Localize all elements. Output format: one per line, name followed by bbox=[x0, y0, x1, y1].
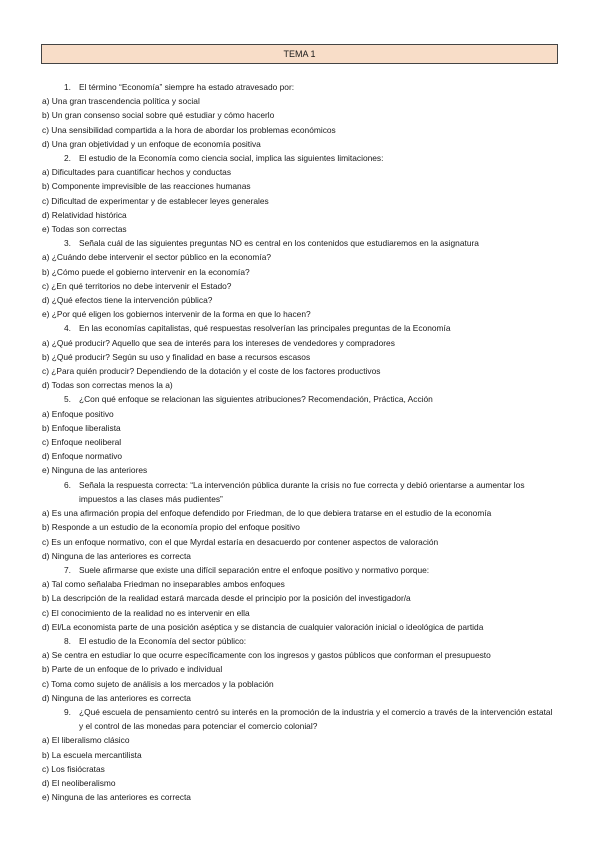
question-list bbox=[42, 80, 558, 804]
answer-option: d) El neoliberalismo bbox=[42, 777, 116, 788]
question-text: Suele afirmarse que existe una difícil separación entre el enfoque positivo y normativo porque: bbox=[79, 564, 430, 575]
answer-option: c) Una sensibilidad compartida a la hora de abordar los problemas económicos bbox=[42, 124, 336, 135]
answer-option: b) La descripción de la realidad estará marcada desde el principio por la posición del investigador/a bbox=[42, 593, 411, 604]
answer-option: a) Enfoque positivo bbox=[42, 408, 114, 419]
answer-option: d) Ninguna de las anteriores es correcta bbox=[42, 550, 191, 561]
question-line bbox=[42, 705, 558, 733]
question-number: 5. bbox=[64, 394, 71, 405]
question-block bbox=[42, 478, 558, 563]
answer-option: e) Ninguna de las anteriores bbox=[42, 465, 148, 476]
answer-option: c) Los fisiócratas bbox=[42, 763, 105, 774]
answer-option: a) Es una afirmación propia del enfoque defendido por Friedman, de lo que debiera tratarse en el estudio de la economía bbox=[42, 508, 492, 519]
answer-option: a) Una gran trascendencia política y social bbox=[42, 96, 200, 107]
answer-option: a) ¿Cuándo debe intervenir el sector público en la economía? bbox=[42, 252, 272, 263]
answer-option: d) El/La economista parte de una posición aséptica y se distancia de cualquier valoración inicial o ideológica de partida bbox=[42, 621, 484, 632]
answer-option: b) ¿Qué producir? Según su uso y finalidad en base a recursos escasos bbox=[42, 351, 311, 362]
question-number: 7. bbox=[64, 564, 71, 575]
question-line bbox=[42, 392, 558, 406]
answer-option: b) Enfoque liberalista bbox=[42, 422, 121, 433]
answer-option: a) Dificultades para cuantificar hechos y conductas bbox=[42, 167, 232, 178]
question-block bbox=[42, 563, 558, 634]
answer-option: d) Enfoque normativo bbox=[42, 451, 123, 462]
question-number: 8. bbox=[64, 635, 71, 646]
question-text: El término “Economía” siempre ha estado atravesado por: bbox=[79, 82, 295, 92]
page-title: TEMA 1 bbox=[283, 49, 316, 59]
question-block bbox=[42, 80, 558, 151]
answer-option: d) Relatividad histórica bbox=[42, 209, 127, 220]
answer-option: d) ¿Qué efectos tiene la intervención pública? bbox=[42, 295, 213, 306]
question-text: Señala la respuesta correcta: “La intervención pública durante la crisis no fue correcta y debió orientarse a aumentar los impuestos a las clases más pudientes” bbox=[79, 479, 525, 504]
answer-option: b) La escuela mercantilista bbox=[42, 749, 142, 760]
answer-option: e) ¿Por qué eligen los gobiernos intervenir de la forma en que lo hacen? bbox=[42, 309, 311, 320]
question-text: Señala cuál de las siguientes preguntas NO es central en los contenidos que estudiaremos en la asignatura bbox=[79, 238, 479, 249]
question-line bbox=[42, 478, 558, 506]
answer-option: d) Ninguna de las anteriores es correcta bbox=[42, 692, 191, 703]
question-block bbox=[42, 634, 558, 705]
question-text: En las economías capitalistas, qué respuestas resolverían las principales preguntas de la Economía bbox=[79, 323, 451, 334]
answer-option: c) Enfoque neoliberal bbox=[42, 437, 122, 448]
answer-option: b) ¿Cómo puede el gobierno intervenir en la economía? bbox=[42, 266, 250, 277]
question-text: ¿Con qué enfoque se relacionan las siguientes atribuciones? Recomendación, Práctica, Acción bbox=[79, 394, 433, 405]
answer-option: b) Parte de un enfoque de lo privado e individual bbox=[42, 664, 223, 675]
question-line bbox=[42, 634, 558, 648]
answer-option: a) Se centra en estudiar lo que ocurre específicamente con los ingresos y gastos públicos que conforman el presupuesto bbox=[42, 650, 491, 661]
answer-option: c) Toma como sujeto de análisis a los mercados y la población bbox=[42, 678, 274, 689]
answer-option: a) El liberalismo clásico bbox=[42, 735, 130, 746]
answer-option: d) Todas son correctas menos la a) bbox=[42, 380, 173, 391]
question-number: 1. bbox=[64, 82, 71, 92]
answer-option: a) Tal como señalaba Friedman no inseparables ambos enfoques bbox=[42, 579, 285, 590]
question-line bbox=[42, 151, 558, 165]
answer-option: b) Un gran consenso social sobre qué estudiar y cómo hacerlo bbox=[42, 110, 275, 121]
answer-option: c) ¿Para quién producir? Dependiendo de la dotación y el coste de los factores productivos bbox=[42, 366, 381, 377]
question-block bbox=[42, 151, 558, 236]
question-line bbox=[42, 236, 558, 250]
question-text: El estudio de la Economía del sector público: bbox=[79, 635, 247, 646]
answer-option: c) El conocimiento de la realidad no es intervenir en ella bbox=[42, 607, 250, 618]
answer-option: b) Responde a un estudio de la economía propio del enfoque positivo bbox=[42, 522, 300, 533]
question-text: ¿Qué escuela de pensamiento centró su interés en la promoción de la industria y el comercio a través de la intervención estatal y el control de las monedas para potenciar el comercio colonial? bbox=[79, 706, 553, 732]
question-text: El estudio de la Economía como ciencia social, implica las siguientes limitaciones: bbox=[79, 153, 384, 164]
answer-option: c) Dificultad de experimentar y de establecer leyes generales bbox=[42, 195, 269, 206]
question-line bbox=[42, 321, 558, 335]
answer-option: e) Todas son correctas bbox=[42, 224, 127, 235]
question-block bbox=[42, 705, 558, 804]
answer-option: b) Componente imprevisible de las reacciones humanas bbox=[42, 181, 251, 192]
answer-option: c) Es un enfoque normativo, con el que Myrdal estaría en desacuerdo por contener aspectos de valoración bbox=[42, 536, 439, 547]
question-line bbox=[42, 80, 558, 94]
question-block bbox=[42, 392, 558, 477]
answer-option: c) ¿En qué territorios no debe intervenir el Estado? bbox=[42, 280, 232, 291]
header-title-box bbox=[41, 44, 558, 64]
question-number: 2. bbox=[64, 153, 71, 164]
question-line bbox=[42, 563, 558, 577]
question-number: 4. bbox=[64, 323, 71, 334]
question-number: 9. bbox=[64, 706, 71, 717]
question-number: 3. bbox=[64, 238, 71, 249]
answer-option: e) Ninguna de las anteriores es correcta bbox=[42, 792, 191, 803]
question-block bbox=[42, 321, 558, 392]
answer-option: a) ¿Qué producir? Aquello que sea de interés para los intereses de vendedores y compradores bbox=[42, 337, 395, 348]
question-block bbox=[42, 236, 558, 321]
answer-option: d) Una gran objetividad y un enfoque de economía positiva bbox=[42, 138, 261, 149]
question-number: 6. bbox=[64, 479, 71, 490]
